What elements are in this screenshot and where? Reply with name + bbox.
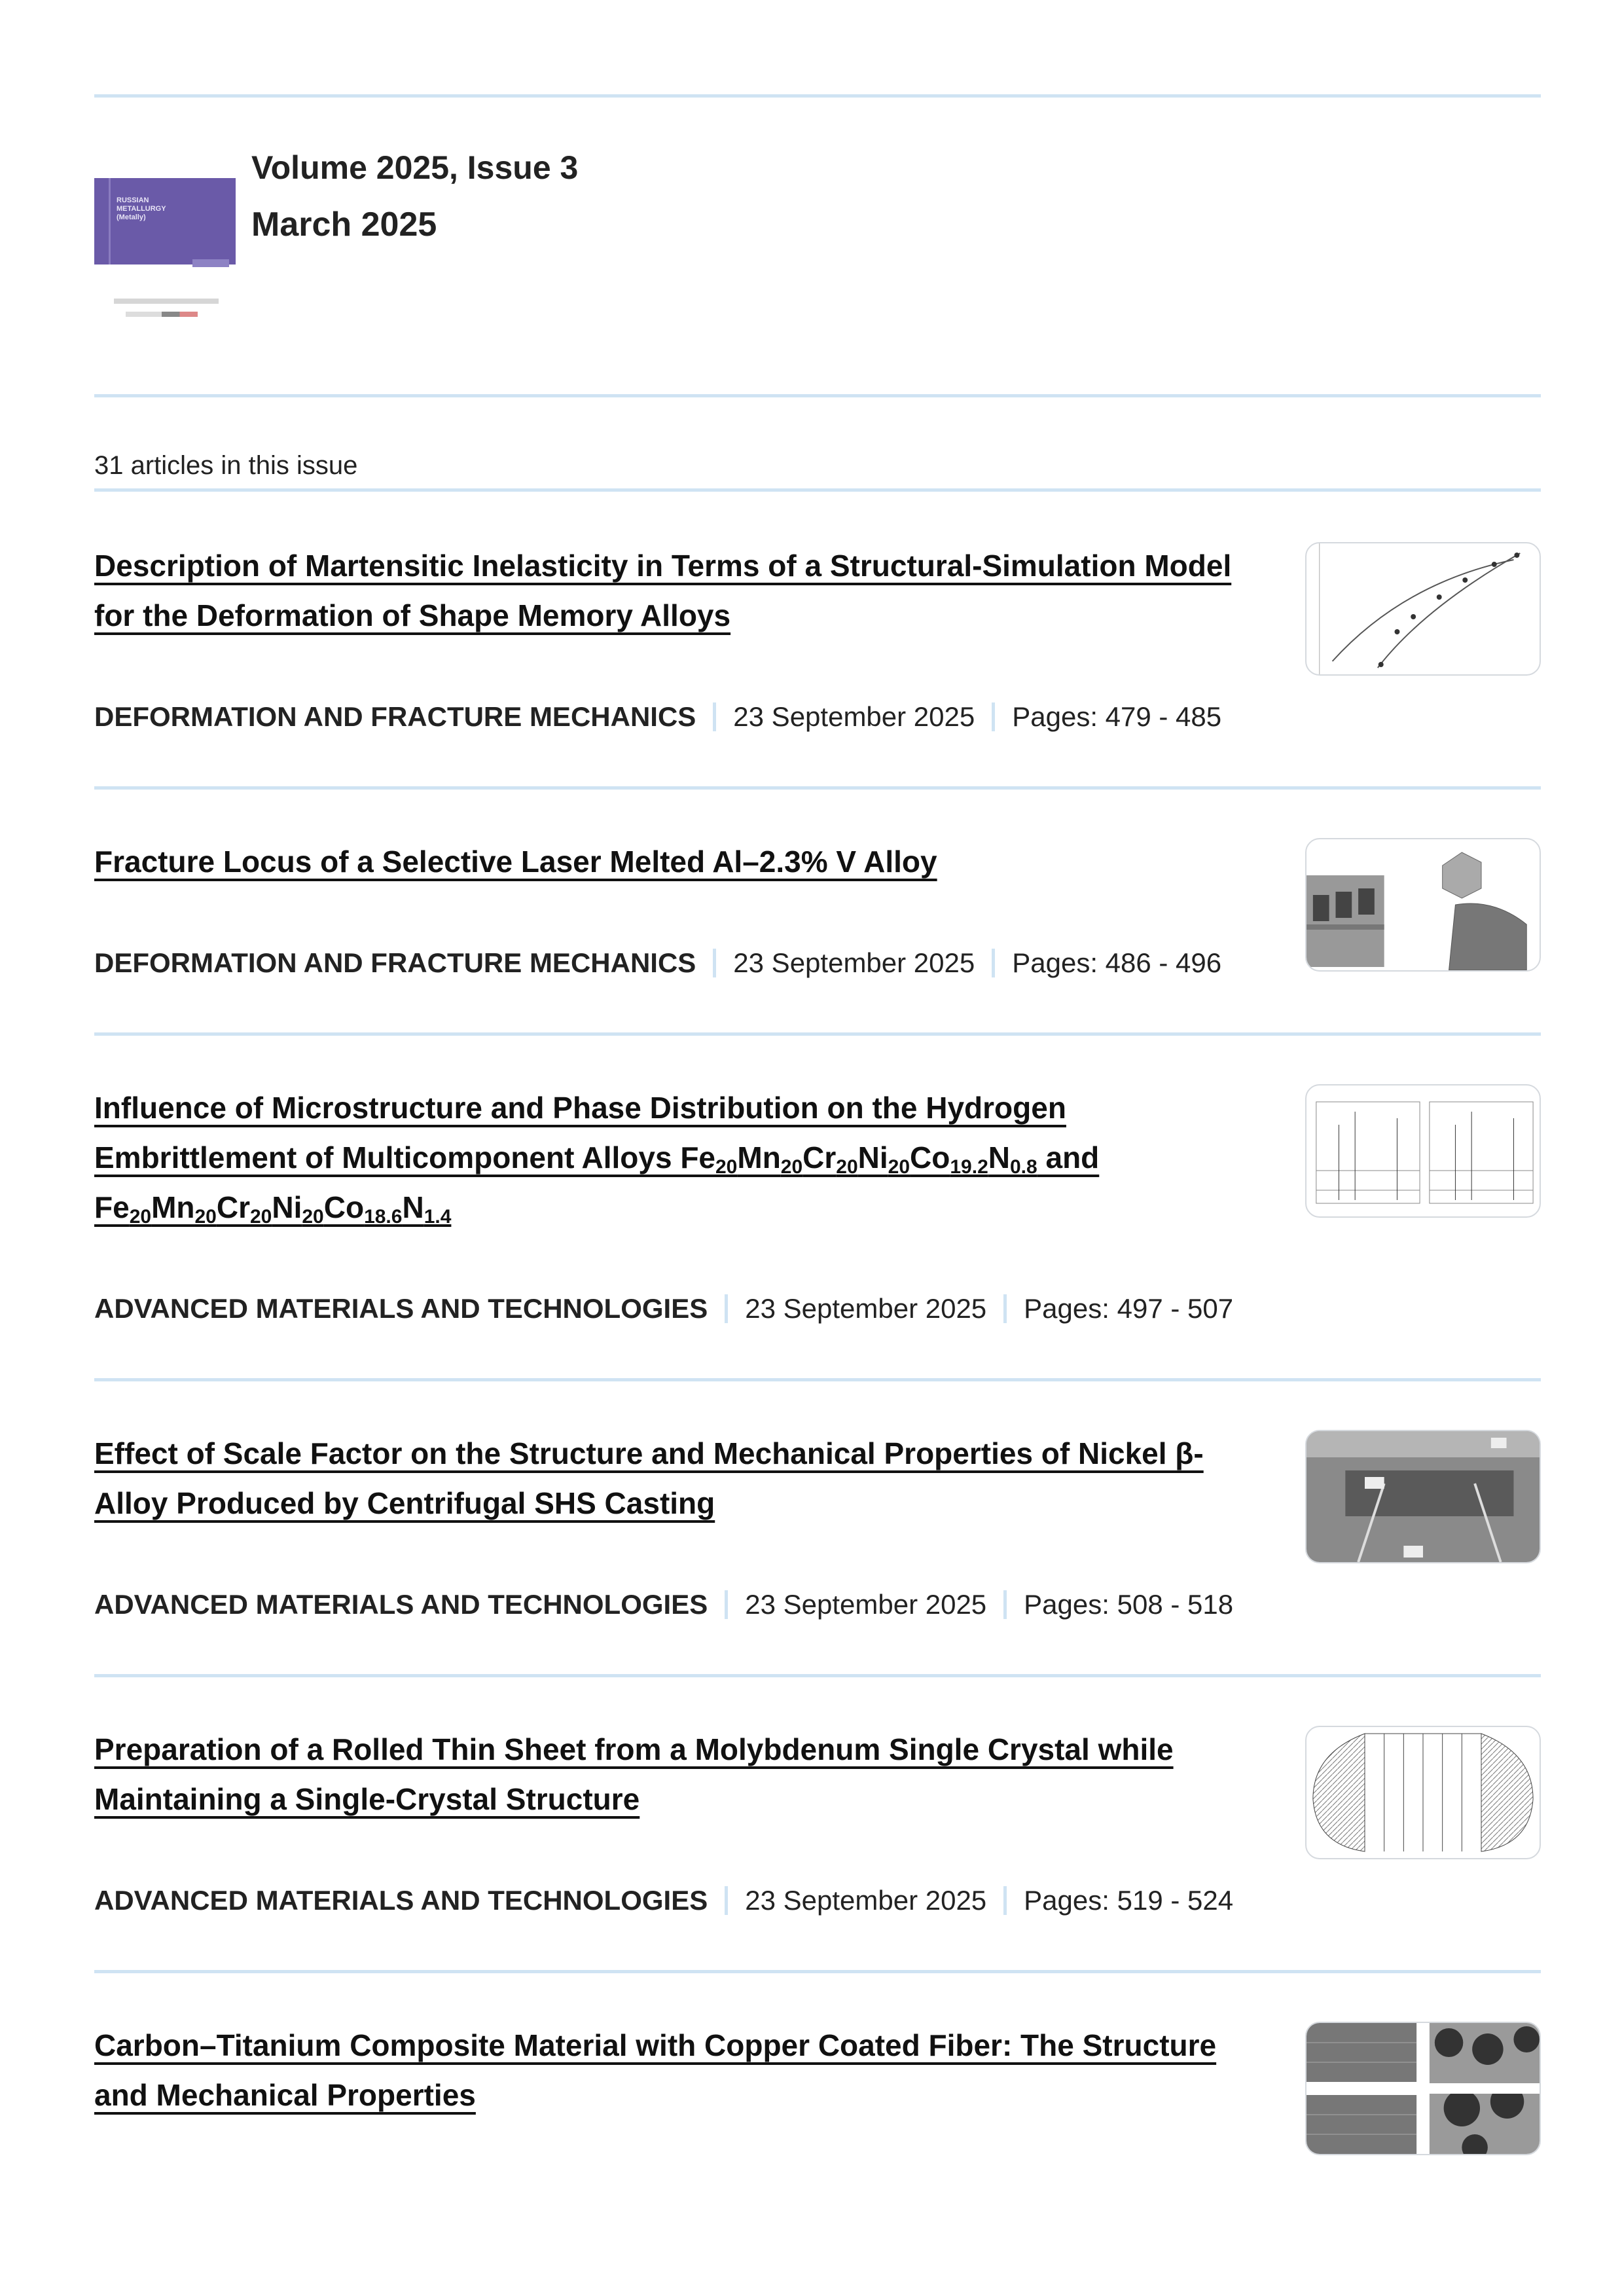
article-thumbnail-crystal[interactable] bbox=[1305, 1726, 1541, 1859]
article-meta bbox=[94, 697, 1541, 737]
article-title-link[interactable] bbox=[94, 2028, 1216, 2112]
article-pages: Pages: 497 - 507 bbox=[1024, 1293, 1234, 1324]
thumbnail-figure bbox=[1307, 1085, 1540, 1216]
cover-strip bbox=[109, 178, 111, 264]
article-date: 23 September 2025 bbox=[733, 947, 975, 978]
article-category: ADVANCED MATERIALS AND TECHNOLOGIES bbox=[94, 1589, 708, 1620]
title-text: and Fe bbox=[94, 1140, 1100, 1224]
title-text: N bbox=[988, 1140, 1010, 1175]
article-category: DEFORMATION AND FRACTURE MECHANICS bbox=[94, 947, 696, 978]
article-title-link[interactable] bbox=[94, 1091, 1100, 1228]
article-list bbox=[94, 494, 1541, 2170]
meta-separator bbox=[725, 1590, 728, 1619]
article-meta bbox=[94, 1289, 1541, 1328]
article-thumbnail-plot[interactable] bbox=[1305, 542, 1541, 676]
cover-logo-text: RUSSIAN METALLURGY (Metally) bbox=[117, 196, 166, 221]
article-item bbox=[94, 790, 1541, 1036]
article-thumbnail-spectra[interactable] bbox=[1305, 1084, 1541, 1218]
article-item bbox=[94, 1973, 1541, 2170]
article-pages: Pages: 479 - 485 bbox=[1012, 701, 1222, 732]
list-divider bbox=[94, 488, 1541, 492]
title-subscript: 18.6 bbox=[364, 1206, 403, 1228]
title-text: Carbon–Titanium Composite Material with Copper Coated Fiber: The Structure and Mechanical Properties bbox=[94, 2028, 1217, 2112]
publisher-logo bbox=[114, 299, 219, 304]
title-text: Co bbox=[323, 1190, 365, 1224]
title-text: Cr bbox=[216, 1190, 250, 1224]
title-subscript: 20 bbox=[888, 1156, 910, 1178]
cover-header bbox=[94, 155, 236, 175]
article-date: 23 September 2025 bbox=[745, 1293, 987, 1324]
title-subscript: 20 bbox=[129, 1206, 152, 1228]
article-title bbox=[94, 541, 1259, 640]
thumbnail-figure bbox=[1307, 1727, 1540, 1858]
article-title bbox=[94, 1083, 1259, 1232]
issue-month: March 2025 bbox=[251, 206, 437, 244]
article-title bbox=[94, 2020, 1259, 2120]
meta-separator bbox=[725, 1886, 728, 1915]
meta-separator bbox=[992, 949, 995, 977]
article-date: 23 September 2025 bbox=[745, 1589, 987, 1620]
meta-separator bbox=[725, 1294, 728, 1323]
title-subscript: 20 bbox=[249, 1206, 272, 1228]
article-thumbnail-specimens[interactable] bbox=[1305, 838, 1541, 972]
article-item bbox=[94, 1677, 1541, 1973]
thumbnail-figure bbox=[1307, 839, 1540, 970]
title-text: Fracture Locus of a Selective Laser Melted Al–2.3% V Alloy bbox=[94, 845, 937, 879]
meta-separator bbox=[713, 702, 716, 731]
article-pages: Pages: 508 - 518 bbox=[1024, 1589, 1234, 1620]
article-title-link[interactable] bbox=[94, 1436, 1204, 1520]
article-title bbox=[94, 837, 1259, 886]
article-item bbox=[94, 494, 1541, 790]
cover-badge bbox=[192, 259, 229, 267]
thumbnail-figure bbox=[1307, 543, 1540, 674]
title-text: Cr bbox=[802, 1140, 837, 1175]
article-date: 23 September 2025 bbox=[733, 701, 975, 732]
article-title bbox=[94, 1724, 1259, 1824]
article-title bbox=[94, 1429, 1259, 1528]
article-meta bbox=[94, 1585, 1541, 1624]
meta-separator bbox=[1003, 1590, 1007, 1619]
article-thumbnail-photo[interactable] bbox=[1305, 1430, 1541, 1563]
meta-separator bbox=[992, 702, 995, 731]
title-subscript: 20 bbox=[780, 1156, 803, 1178]
journal-cover-image[interactable] bbox=[94, 155, 236, 326]
article-meta bbox=[94, 1881, 1541, 1920]
title-subscript: 20 bbox=[836, 1156, 858, 1178]
article-thumbnail-micro[interactable] bbox=[1305, 2022, 1541, 2155]
title-text: Mn bbox=[151, 1190, 195, 1224]
article-title-link[interactable] bbox=[94, 1732, 1174, 1816]
title-text: Co bbox=[910, 1140, 950, 1175]
title-subscript: 19.2 bbox=[950, 1156, 988, 1178]
title-subscript: 1.4 bbox=[424, 1206, 452, 1228]
article-category: DEFORMATION AND FRACTURE MECHANICS bbox=[94, 701, 696, 732]
article-item bbox=[94, 1036, 1541, 1381]
title-subscript: 20 bbox=[715, 1156, 738, 1178]
top-divider bbox=[94, 94, 1541, 98]
title-subscript: 20 bbox=[302, 1206, 324, 1228]
title-text: Effect of Scale Factor on the Structure and Mechanical Properties of Nickel β-Alloy Produced by Centrifugal SHS Casting bbox=[94, 1436, 1204, 1520]
title-subscript: 20 bbox=[194, 1206, 217, 1228]
title-text: N bbox=[402, 1190, 424, 1224]
title-text: Ni bbox=[272, 1190, 302, 1224]
meta-separator bbox=[1003, 1886, 1007, 1915]
title-text: Ni bbox=[857, 1140, 888, 1175]
distributor-logo bbox=[126, 312, 198, 317]
meta-separator bbox=[1003, 1294, 1007, 1323]
title-subscript: 0.8 bbox=[1010, 1156, 1037, 1178]
title-text: Mn bbox=[737, 1140, 781, 1175]
thumbnail-figure bbox=[1307, 2023, 1540, 2154]
thumbnail-figure bbox=[1307, 1431, 1540, 1562]
title-text: Influence of Microstructure and Phase Distribution on the Hydrogen Embrittlement of Multicomponent Alloys Fe bbox=[94, 1091, 1066, 1175]
article-count: 31 articles in this issue bbox=[94, 451, 358, 480]
header-divider bbox=[94, 394, 1541, 397]
article-title-link[interactable] bbox=[94, 845, 937, 879]
article-pages: Pages: 486 - 496 bbox=[1012, 947, 1222, 978]
title-text: Preparation of a Rolled Thin Sheet from a Molybdenum Single Crystal while Maintaining a Single-Crystal Structure bbox=[94, 1732, 1174, 1816]
article-category: ADVANCED MATERIALS AND TECHNOLOGIES bbox=[94, 1293, 708, 1324]
article-category: ADVANCED MATERIALS AND TECHNOLOGIES bbox=[94, 1885, 708, 1916]
meta-separator bbox=[713, 949, 716, 977]
article-title-link[interactable] bbox=[94, 549, 1231, 632]
article-date: 23 September 2025 bbox=[745, 1885, 987, 1916]
issue-volume: Volume 2025, Issue 3 bbox=[251, 149, 579, 186]
article-item bbox=[94, 1381, 1541, 1677]
article-pages: Pages: 519 - 524 bbox=[1024, 1885, 1234, 1916]
title-text: Description of Martensitic Inelasticity in Terms of a Structural-Simulation Model for the Deformation of Shape Memory Alloys bbox=[94, 549, 1232, 632]
